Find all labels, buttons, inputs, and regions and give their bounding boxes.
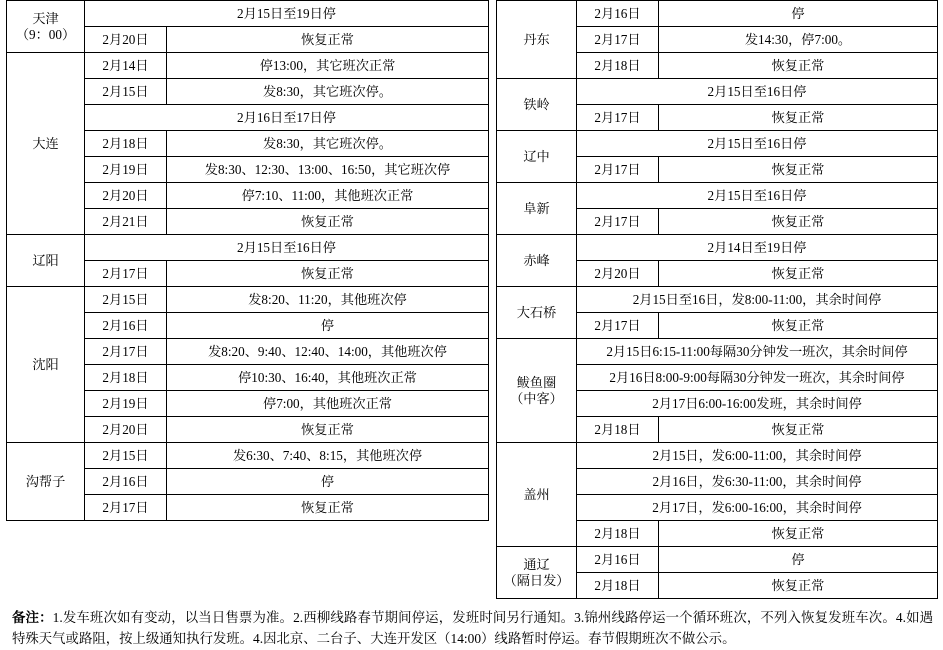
note-cell-right: 停 — [659, 547, 938, 573]
column-spacer — [489, 573, 497, 599]
note-cell-right: 2月15日至16日，发8:00-11:00，其余时间停 — [577, 287, 938, 313]
note-cell-left: 恢复正常 — [167, 27, 489, 53]
dest-cell-right: 赤峰 — [497, 235, 577, 287]
dest-cell-right: 辽中 — [497, 131, 577, 183]
date-cell-right: 2月18日 — [577, 53, 659, 79]
note-cell-right: 恢复正常 — [659, 157, 938, 183]
table-row — [7, 235, 938, 261]
note-cell-left: 2月15日至19日停 — [85, 1, 489, 27]
note-cell-right: 2月14日至19日停 — [577, 235, 938, 261]
column-spacer — [489, 1, 497, 27]
dest-cell-left: 天津 （9：00） — [7, 1, 85, 53]
column-spacer — [489, 469, 497, 495]
note-cell-left: 发8:30、12:30、13:00、16:50，其它班次停 — [167, 157, 489, 183]
note-cell-right: 恢复正常 — [659, 209, 938, 235]
column-spacer — [489, 105, 497, 131]
dest-cell-right: 铁岭 — [497, 79, 577, 131]
table-row — [7, 313, 938, 339]
note-cell-right: 恢复正常 — [659, 53, 938, 79]
dest-cell-right: 丹东 — [497, 1, 577, 79]
note-cell-right: 恢复正常 — [659, 521, 938, 547]
note-cell-left: 恢复正常 — [167, 417, 489, 443]
table-row — [7, 339, 938, 365]
column-spacer — [489, 131, 497, 157]
table-row — [7, 521, 938, 547]
dest-cell-right: 大石桥 — [497, 287, 577, 339]
date-cell-right: 2月17日 — [577, 105, 659, 131]
column-spacer — [489, 443, 497, 469]
note-cell-right: 停 — [659, 1, 938, 27]
note-cell-right: 2月15日至16日停 — [577, 183, 938, 209]
column-spacer — [489, 313, 497, 339]
column-spacer — [489, 547, 497, 573]
table-row — [7, 287, 938, 313]
column-spacer — [489, 183, 497, 209]
date-cell-left: 2月17日 — [85, 339, 167, 365]
remark-label: 备注： — [12, 610, 53, 625]
table-row — [7, 261, 938, 287]
table-row — [7, 79, 938, 105]
table-row — [7, 53, 938, 79]
column-spacer — [489, 391, 497, 417]
note-cell-right: 恢复正常 — [659, 573, 938, 599]
table-row — [7, 105, 938, 131]
table-row — [7, 443, 938, 469]
column-spacer — [489, 27, 497, 53]
note-cell-left: 发6:30、7:40、8:15，其他班次停 — [167, 443, 489, 469]
date-cell-right: 2月17日 — [577, 313, 659, 339]
note-cell-right: 2月15日6:15-11:00每隔30分钟发一班次，其余时间停 — [577, 339, 938, 365]
table-row — [7, 495, 938, 521]
dest-cell-right: 鲅鱼圈 （中客） — [497, 339, 577, 443]
column-spacer — [489, 495, 497, 521]
note-cell-right: 发14:30，停7:00。 — [659, 27, 938, 53]
table-row — [7, 365, 938, 391]
dest-cell-right: 通辽 （隔日发） — [497, 547, 577, 599]
note-cell-right: 2月15日至16日停 — [577, 79, 938, 105]
schedule-table-body — [7, 1, 938, 599]
column-spacer — [489, 79, 497, 105]
note-cell-left: 停10:30、16:40，其他班次正常 — [167, 365, 489, 391]
note-cell-left: 发8:20、9:40、12:40、14:00，其他班次停 — [167, 339, 489, 365]
date-cell-right: 2月16日 — [577, 547, 659, 573]
date-cell-right: 2月16日 — [577, 1, 659, 27]
note-cell-left: 恢复正常 — [167, 209, 489, 235]
note-cell-left: 停 — [167, 313, 489, 339]
table-row — [7, 157, 938, 183]
date-cell-right: 2月17日 — [577, 209, 659, 235]
remark-text: 1.发车班次如有变动，以当日售票为准。2.西柳线路春节期间停运，发班时间另行通知。3.锦州线路停运一个循环班次，不列入恢复发班车次。4.如遇特殊天气或路阻，按上级通知执行发班。4.因北京、二台子、大连开发区（14:00）线路暂时停运。春节假期班次不做公示。 — [12, 610, 934, 646]
remark-block — [12, 608, 933, 650]
column-spacer — [489, 417, 497, 443]
date-cell-left: 2月19日 — [85, 391, 167, 417]
note-cell-left: 停 — [167, 469, 489, 495]
note-cell-left: 停7:10、11:00，其他班次正常 — [167, 183, 489, 209]
schedule-table — [6, 0, 938, 599]
dest-cell-right: 阜新 — [497, 183, 577, 235]
column-spacer — [489, 235, 497, 261]
note-cell-left: 停13:00，其它班次正常 — [167, 53, 489, 79]
table-row — [7, 131, 938, 157]
table-row — [7, 27, 938, 53]
date-cell-left: 2月20日 — [85, 183, 167, 209]
column-spacer — [489, 53, 497, 79]
date-cell-left: 2月19日 — [85, 157, 167, 183]
dest-cell-left: 沟帮子 — [7, 443, 85, 521]
dest-cell-left: 大连 — [7, 53, 85, 235]
table-row — [7, 183, 938, 209]
empty-cell-left — [85, 573, 489, 599]
date-cell-left: 2月21日 — [85, 209, 167, 235]
note-cell-right: 2月15日，发6:00-11:00，其余时间停 — [577, 443, 938, 469]
date-cell-left: 2月20日 — [85, 417, 167, 443]
column-spacer — [489, 261, 497, 287]
table-row — [7, 547, 938, 573]
note-cell-right: 恢复正常 — [659, 105, 938, 131]
date-cell-left: 2月16日 — [85, 469, 167, 495]
note-cell-left: 停7:00，其他班次正常 — [167, 391, 489, 417]
note-cell-right: 2月16日，发6:30-11:00，其余时间停 — [577, 469, 938, 495]
table-row — [7, 1, 938, 27]
date-cell-left: 2月16日 — [85, 313, 167, 339]
column-spacer — [489, 157, 497, 183]
date-cell-left: 2月15日 — [85, 287, 167, 313]
note-cell-left: 2月15日至16日停 — [85, 235, 489, 261]
note-cell-left: 恢复正常 — [167, 261, 489, 287]
dest-cell-right: 盖州 — [497, 443, 577, 547]
note-cell-left: 发8:20、11:20，其他班次停 — [167, 287, 489, 313]
date-cell-right: 2月18日 — [577, 417, 659, 443]
note-cell-left: 发8:30，其它班次停。 — [167, 79, 489, 105]
note-cell-right: 恢复正常 — [659, 261, 938, 287]
table-row — [7, 209, 938, 235]
column-spacer — [489, 209, 497, 235]
note-cell-right: 恢复正常 — [659, 417, 938, 443]
date-cell-left: 2月17日 — [85, 261, 167, 287]
column-spacer — [489, 287, 497, 313]
column-spacer — [489, 521, 497, 547]
note-cell-left: 恢复正常 — [167, 495, 489, 521]
note-cell-right: 2月15日至16日停 — [577, 131, 938, 157]
date-cell-right: 2月17日 — [577, 27, 659, 53]
empty-cell-left — [85, 521, 489, 547]
date-cell-left: 2月15日 — [85, 443, 167, 469]
note-cell-left: 2月16日至17日停 — [85, 105, 489, 131]
empty-cell-left — [7, 521, 85, 547]
table-row — [7, 573, 938, 599]
note-cell-right: 2月16日8:00-9:00每隔30分钟发一班次，其余时间停 — [577, 365, 938, 391]
date-cell-right: 2月18日 — [577, 573, 659, 599]
date-cell-right: 2月20日 — [577, 261, 659, 287]
empty-cell-left — [85, 547, 489, 573]
date-cell-left: 2月18日 — [85, 131, 167, 157]
column-spacer — [489, 339, 497, 365]
date-cell-right: 2月17日 — [577, 157, 659, 183]
date-cell-left: 2月14日 — [85, 53, 167, 79]
date-cell-left: 2月15日 — [85, 79, 167, 105]
date-cell-left: 2月18日 — [85, 365, 167, 391]
dest-cell-left: 沈阳 — [7, 287, 85, 443]
column-spacer — [489, 365, 497, 391]
note-cell-right: 2月17日，发6:00-16:00，其余时间停 — [577, 495, 938, 521]
empty-cell-left — [7, 547, 85, 573]
table-row — [7, 417, 938, 443]
dest-cell-left: 辽阳 — [7, 235, 85, 287]
date-cell-left: 2月17日 — [85, 495, 167, 521]
note-cell-left: 发8:30，其它班次停。 — [167, 131, 489, 157]
table-row — [7, 391, 938, 417]
date-cell-left: 2月20日 — [85, 27, 167, 53]
table-row — [7, 469, 938, 495]
note-cell-right: 2月17日6:00-16:00发班，其余时间停 — [577, 391, 938, 417]
empty-cell-left — [7, 573, 85, 599]
date-cell-right: 2月18日 — [577, 521, 659, 547]
note-cell-right: 恢复正常 — [659, 313, 938, 339]
